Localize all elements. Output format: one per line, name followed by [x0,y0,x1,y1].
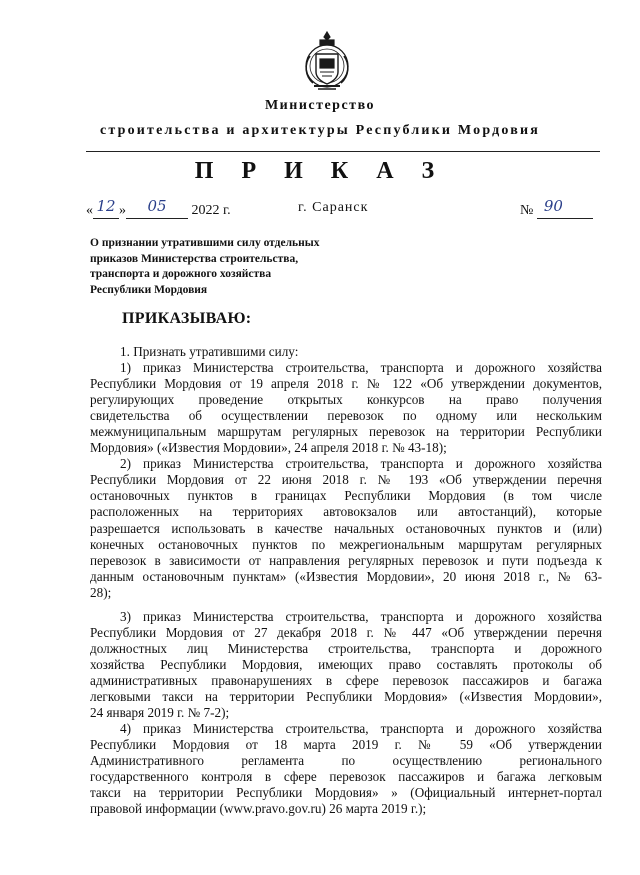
paragraph-line: 4) приказ Министерства строительства, транспорта и дорожного хозяйства [120,721,602,737]
document-body [90,344,602,817]
paragraph-line: 2) приказ Министерства строительства, транспорта и дорожного хозяйства [120,456,602,472]
document-title: П Р И К А З [194,158,446,184]
ministry-name-line-1: Министерство [264,98,376,113]
paragraph-line: 28); [90,584,112,600]
date-field [86,197,231,222]
coat-of-arms-emblem-icon [296,28,358,94]
paragraph-line: административных правонарушениях в сфере перевозок пассажиров и багажа [90,672,602,688]
number-label: № [520,203,534,218]
paragraph-1 [90,360,602,456]
number-field [520,197,593,222]
paragraph-4 [90,721,602,817]
number-handwritten: 90 [543,197,563,215]
date-quote-open: « [86,203,93,218]
ministry-name-line-2: строительства и архитектуры Республики Мордовия [99,123,541,138]
paragraph-line: Республики Мордовия от 22 июня 2018 г. № 193 «Об утверждении перечня [90,472,602,488]
header-divider [86,151,600,152]
month-blank [126,197,188,219]
paragraph-line: Республики Мордовия от 19 апреля 2018 г. № 122 «Об утверждении документов, [90,376,602,392]
day-handwritten: 12 [96,197,116,215]
paragraph-line: регулирующих проведение открытых конкурсов на право получения [90,392,602,408]
paragraph-line: расположенных на территориях автовокзалов или автостанций), которые [90,504,602,520]
paragraph-line: Республики Мордовия от 18 марта 2019 г. № 59 «Об утверждении [90,737,602,753]
date-quote-close: » [119,203,126,218]
paragraph-line: Административного регламента по осуществлению регионального [90,753,602,769]
paragraph-line: хозяйства Республики Мордовия, имеющих право составлять протоколы об [90,656,602,672]
paragraph-line: остановочных пунктов в границах Республики Мордовия (в том числе [90,488,602,504]
paragraph-line: перевозок в зависимости от направления регулярных перевозок и пути подъезда к [90,552,602,568]
document-subject: О признании утратившими силу отдельных приказов Министерства строительства, транспорта и дорожного хозяйства Республики Мордовия [90,237,320,296]
paragraph-line: такси на территории Республики Мордовия» » (Официальный интернет-портал [90,785,602,801]
paragraph-line: конечных остановочных пунктов по межрегиональным маршрутам регулярных [90,536,602,552]
paragraph-line: разрешается использовать в качестве начальных остановочных пунктов и (или) [90,520,602,536]
day-blank [93,197,119,219]
paragraph-line: свидетельства об осуществлении перевозок по одному или нескольким [90,408,602,424]
paragraph-line: государственного контроля в сфере перевозок пассажиров и багажа легковым [90,769,602,785]
paragraph-line: 1) приказ Министерства строительства, транспорта и дорожного хозяйства [120,360,602,376]
paragraph-line: данным остановочным пунктам» («Известия Мордовии», 20 июня 2018 г., № 63- [90,568,602,584]
year-text: 2022 г. [191,203,231,218]
paragraph-line: 3) приказ Министерства строительства, транспорта и дорожного хозяйства [120,608,602,624]
paragraph-2 [90,456,602,600]
item-1-intro: 1. Признать утратившими силу: [120,344,299,359]
paragraph-line: легковыми такси на территории Республики Мордовия» («Известия Мордовии», [90,688,602,704]
paragraph-line: Мордовия» («Известия Мордовии», 24 апреля 2018 г. № 43-18); [90,440,447,456]
month-handwritten: 05 [147,197,167,215]
paragraph-line: должностных лиц Министерства строительства, транспорта и дорожного [90,640,602,656]
city-text: г. Саранск [298,200,369,215]
number-blank [537,197,593,219]
paragraph-line: межмуниципальным маршрутам регулярных перевозок на территории Республики [90,424,602,440]
paragraph-3 [90,609,602,721]
paragraph-line: 24 января 2019 г. № 7-2); [90,705,230,721]
paragraph-line: правовой информации (www.pravo.gov.ru) 26 марта 2019 г.); [90,801,427,817]
order-heading: ПРИКАЗЫВАЮ: [122,310,252,327]
paragraph-line: Республики Мордовия от 27 декабря 2018 г. № 447 «Об утверждении перечня [90,624,602,640]
